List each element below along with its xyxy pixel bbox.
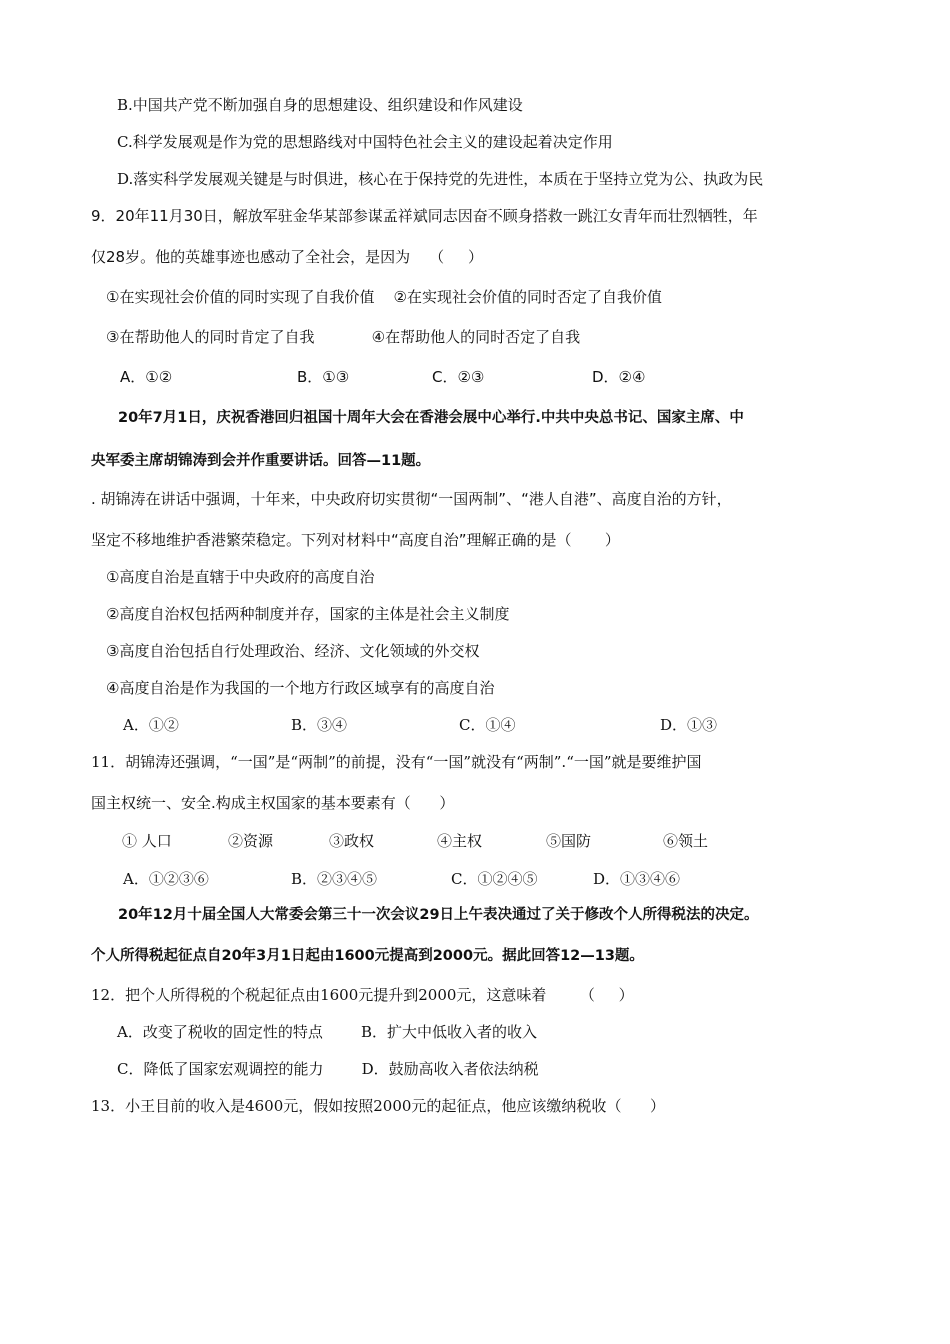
q11-option-d: D．①③④⑥ [593, 870, 681, 888]
q10-option-b: B．③④ [291, 716, 348, 734]
q10-option-d: D．①③ [660, 716, 718, 734]
q10-item-2: ②高度自治权包括两种制度并存，国家的主体是社会主义制度 [106, 605, 510, 623]
q8-option-c: C.科学发展观是作为党的思想路线对中国特色社会主义的建设起着决定作用 [117, 133, 613, 151]
q12-options-row-2: C．降低了国家宏观调控的能力 D．鼓励高收入者依法纳税 [117, 1060, 539, 1078]
q11-option-b: B．②③④⑤ [291, 870, 378, 888]
q9-items-3-4: ③在帮助他人的同时肯定了自我 ④在帮助他人的同时否定了自我 [106, 328, 581, 346]
q9-option-c: C．②③ [432, 368, 485, 386]
q9-option-d: D．②④ [592, 368, 646, 386]
q10-item-1: ①高度自治是直辖于中央政府的高度自治 [106, 568, 375, 586]
q11-item-5: ⑤国防 [546, 832, 592, 850]
q9-items-1-2: ①在实现社会价值的同时实现了自我价值 ②在实现社会价值的同时否定了自我价值 [106, 288, 662, 306]
q11-stem-line-2: 国主权统一、安全.构成主权国家的基本要素有（ ） [91, 794, 455, 812]
q11-item-2: ②资源 [228, 832, 274, 850]
q11-stem-line-1: 11．胡锦涛还强调，“一国”是“两制”的前提，没有“一国”就没有“两制”.“一国”就是要维护国 [91, 753, 702, 771]
q8-option-b: B.中国共产党不断加强自身的思想建设、组织建设和作风建设 [117, 96, 523, 114]
q9-stem-line-1: 9．20年11月30日，解放军驻金华某部参谋孟祥斌同志因奋不顾身搭救一跳江女青年而壮烈牺牲，年 [91, 207, 758, 225]
q8-option-d: D.落实科学发展观关键是与时俱进，核心在于保持党的先进性，本质在于坚持立党为公、执政为民 [117, 170, 764, 188]
material-2-line-1: 20年12月十届全国人大常委会第三十一次会议29日上午表决通过了关于修改个人所得税法的决定。 [118, 907, 759, 923]
q10-option-a: A．①② [123, 716, 179, 734]
q10-option-c: C．①④ [459, 716, 516, 734]
q11-option-c: C．①②④⑤ [451, 870, 538, 888]
q12-stem: 12．把个人所得税的个税起征点由1600元提升到2000元，这意味着 （ ） [91, 986, 634, 1004]
q11-option-a: A．①②③⑥ [123, 870, 209, 888]
q13-stem: 13．小王目前的收入是4600元，假如按照2000元的起征点，他应该缴纳税收（ ） [91, 1097, 666, 1115]
q11-item-1: ① 人口 [122, 832, 172, 850]
q10-stem-line-2: 坚定不移地维护香港繁荣稳定。下列对材料中“高度自治”理解正确的是（ ） [91, 531, 620, 549]
q10-stem-line-1: . 胡锦涛在讲话中强调，十年来，中央政府切实贯彻“一国两制”、“港人自港”、高度自治的方针， [91, 490, 732, 508]
q9-option-a: A．①② [120, 368, 173, 386]
q11-item-6: ⑥领土 [663, 832, 709, 850]
q11-item-3: ③政权 [329, 832, 375, 850]
material-1-line-2: 央军委主席胡锦涛到会并作重要讲话。回答—11题。 [91, 453, 431, 469]
material-2-line-2: 个人所得税起征点自20年3月1日起由1600元提高到2000元。据此回答12—13题。 [91, 948, 644, 964]
q9-stem-line-2: 仅28岁。他的英雄事迹也感动了全社会，是因为 （ ） [91, 248, 484, 266]
q10-item-3: ③高度自治包括自行处理政治、经济、文化领域的外交权 [106, 642, 480, 660]
q11-item-4: ④主权 [437, 832, 483, 850]
q9-option-b: B．①③ [297, 368, 350, 386]
q12-options-row-1: A．改变了税收的固定性的特点 B．扩大中低收入者的收入 [117, 1023, 538, 1041]
q10-item-4: ④高度自治是作为我国的一个地方行政区域享有的高度自治 [106, 679, 495, 697]
material-1-line-1: 20年7月1日，庆祝香港回归祖国十周年大会在香港会展中心举行.中共中央总书记、国家主席、中 [118, 410, 744, 426]
